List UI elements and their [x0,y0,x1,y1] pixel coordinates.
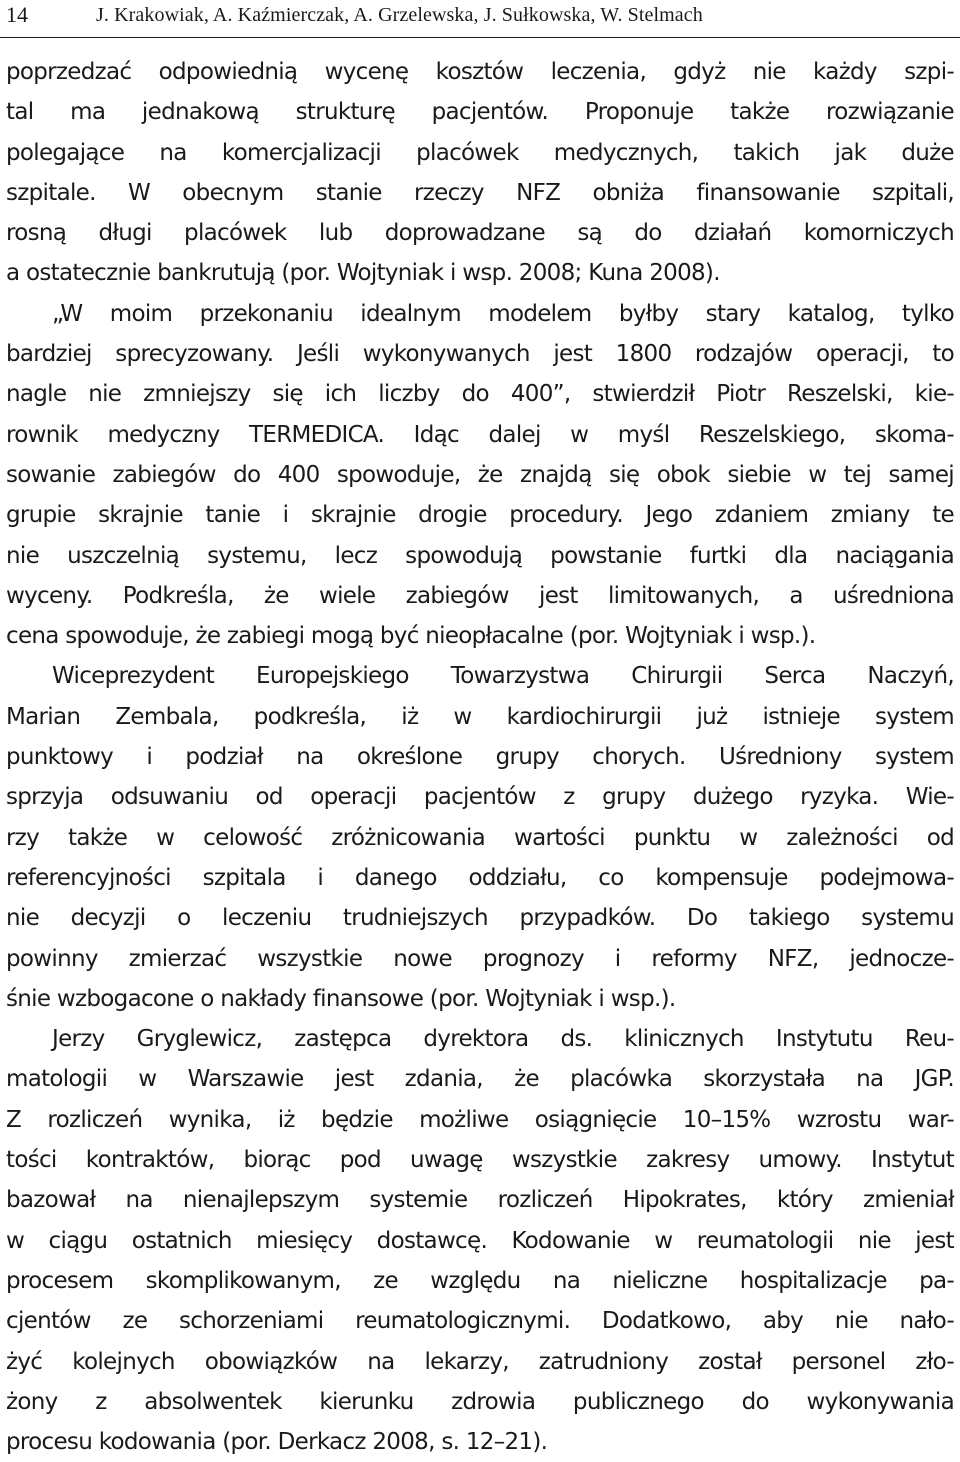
text-line: żony z absolwentek kierunku zdrowia publicznego do wykonywania [6,1388,954,1415]
text-line: w ciągu ostatnich miesięcy dostawcę. Kodowanie w reumatologii nie jest [6,1227,954,1254]
text-line: tości kontraktów, biorąc pod uwagę wszystkie zakresy umowy. Instytut [6,1147,954,1174]
running-header [0,0,960,40]
text-line: żyć kolejnych obowiązków na lekarzy, zatrudniony został personel zło- [6,1348,954,1375]
text-line: bazował na nienajlepszym systemie rozliczeń Hipokrates, który zmieniał [6,1187,954,1214]
text-line: grupie skrajnie tanie i skrajnie drogie procedury. Jego zdaniem zmiany te [6,502,954,529]
text-line: szpitale. W obecnym stanie rzeczy NFZ obniża finansowanie szpitali, [6,179,954,206]
page-number: 14 [6,2,28,27]
text-line: tal ma jednakową strukturę pacjentów. Proponuje także rozwiązanie [6,99,954,126]
text-line: wyceny. Podkreśla, że wiele zabiegów jest limitowanych, a uśredniona [6,582,954,609]
text-line: Z rozliczeń wynika, iż będzie możliwe osiągnięcie 10–15% wzrostu war- [6,1106,954,1133]
text-line: a ostatecznie bankrutują (por. Wojtyniak i wsp. 2008; Kuna 2008). [6,260,720,287]
paragraph [6,1019,954,1462]
running-head-authors: J. Krakowiak, A. Kaźmierczak, A. Grzelewska, J. Sułkowska, W. Stelmach [96,4,703,26]
header-rule [0,37,960,38]
text-line: „W moim przekonaniu idealnym modelem byłby stary katalog, tylko [52,300,954,327]
text-line: śnie wzbogacone o nakłady finansowe (por. Wojtyniak i wsp.). [6,985,676,1012]
text-line: nie uszczelnią systemu, lecz spowodują powstanie furtki dla naciągania [6,542,954,569]
body-text [6,52,954,1462]
text-line: poprzedzać odpowiednią wycenę kosztów leczenia, gdyż nie każdy szpi- [6,59,954,85]
text-line: nagle nie zmniejszy się ich liczby do 400”, stwierdził Piotr Reszelski, kie- [6,381,954,408]
text-line: rzy także w celowość zróżnicowania wartości punktu w zależności od [6,824,954,851]
text-line: powinny zmierzać wszystkie nowe prognozy i reformy NFZ, jednocze- [6,945,954,972]
text-line: sowanie zabiegów do 400 spowoduje, że znajdą się obok siebie w tej samej [6,461,954,488]
text-line: Marian Zembala, podkreśla, iż w kardiochirurgii już istnieje system [6,703,954,730]
text-line: nie decyzji o leczeniu trudniejszych przypadków. Do takiego systemu [6,905,954,932]
text-line: Wiceprezydent Europejskiego Towarzystwa Chirurgii Serca Naczyń, [52,663,954,690]
text-line: procesu kodowania (por. Derkacz 2008, s. 12–21). [6,1429,548,1456]
text-line: bardziej sprecyzowany. Jeśli wykonywanych jest 1800 rodzajów operacji, to [6,341,954,368]
text-line: cjentów ze schorzeniami reumatologicznymi. Dodatkowo, aby nie nało- [6,1308,954,1335]
text-line: rownik medyczny TERMEDICA. Idąc dalej w myśl Reszelskiego, skoma- [6,421,954,448]
text-line: referencyjności szpitala i danego oddziału, co kompensuje podejmowa- [6,864,954,891]
text-line: rosną długi placówek lub doprowadzane są do działań komorniczych [6,220,954,247]
paragraph [6,656,954,1019]
text-line: cena spowoduje, że zabiegi mogą być nieopłacalne (por. Wojtyniak i wsp.). [6,623,816,650]
text-line: polegające na komercjalizacji placówek medycznych, takich jak duże [6,139,954,166]
text-line: sprzyja odsuwaniu od operacji pacjentów z grupy dużego ryzyka. Wie- [6,784,954,811]
paragraph [6,52,954,294]
text-line: Jerzy Gryglewicz, zastępca dyrektora ds. klinicznych Instytutu Reu- [52,1026,954,1053]
paragraph [6,294,954,657]
text-line: punktowy i podział na określone grupy chorych. Uśredniony system [6,744,954,771]
text-line: procesem skomplikowanym, ze względu na nieliczne hospitalizacje pa- [6,1267,954,1294]
text-line: matologii w Warszawie jest zdania, że placówka skorzystała na JGP. [6,1066,954,1093]
